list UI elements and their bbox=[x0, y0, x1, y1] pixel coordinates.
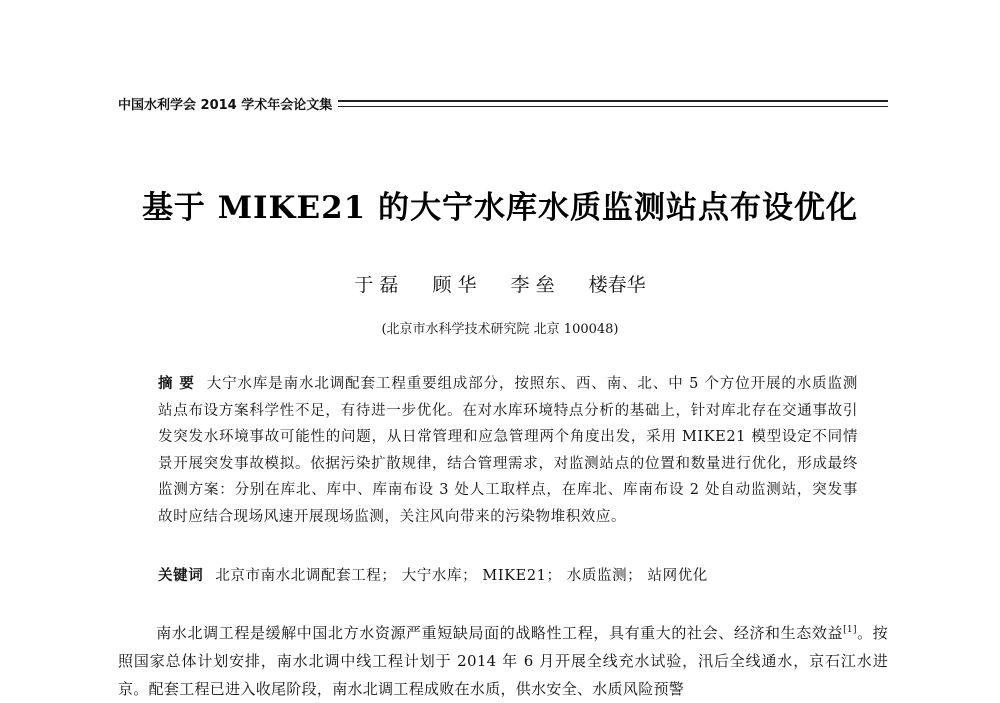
author-list bbox=[0, 270, 1000, 297]
paper-title: 基于 MIKE21 的大宁水库水质监测站点布设优化 bbox=[141, 190, 859, 226]
running-header bbox=[118, 93, 888, 113]
keywords bbox=[158, 564, 858, 585]
body-text-part1: 南水北调工程是缓解中国北方水资源严重短缺局面的战略性工程，具有重大的社会、经济和生态效益 bbox=[156, 624, 844, 642]
body-paragraph bbox=[118, 619, 888, 703]
affiliation: (北京市水科学技术研究院 北京 100048) bbox=[381, 322, 619, 337]
author-name: 于 磊 bbox=[354, 274, 399, 296]
abstract-label: 摘 要 bbox=[158, 376, 195, 392]
abstract bbox=[158, 371, 858, 530]
author-name: 李 垒 bbox=[510, 274, 555, 296]
author-name: 顾 华 bbox=[432, 274, 477, 296]
keywords-text: 北京市南水北调配套工程； 大宁水库； MIKE21； 水质监测； 站网优化 bbox=[215, 568, 708, 584]
header-text: 中国水利学会 2014 学术年会论文集 bbox=[118, 97, 333, 113]
header-rule bbox=[338, 100, 888, 107]
abstract-text: 大宁水库是南水北调配套工程重要组成部分，按照东、西、南、北、中 5 个方位开展的水质监测站点布设方案科学性不足，有待进一步优化。在对水库环境特点分析的基础上，针对库北存在交通事故引发突发水环境事故可能性的问题，从日常管理和应急管理两个角度出发，采用 MIKE21 模型设定不同情景开展突发事故模拟。依据污染扩散规律，结合管理需求，对监测站点的位置和数量进行优化，形成最终监测方案：分别在库北、库中、库南布设 3 处人工取样点，在库北、库南布设 2 处自动监测站，突发事故时应结合现场风速开展现场监测，关注风向带来的污染物堆积效应。 bbox=[158, 376, 858, 525]
keywords-label: 关键词 bbox=[158, 568, 204, 584]
body-text-part2: 。按照国家总体计划安排，南水北调中线工程计划于 2014 年 6 月开展全线充水试验，汛后全线通水，京石江水进京。配套工程已进入收尾阶段，南水北调工程成败在水质，供水安全、水质风险预警 bbox=[118, 624, 888, 698]
author-name: 楼春华 bbox=[588, 274, 646, 296]
citation-ref[interactable]: [1] bbox=[843, 625, 857, 635]
